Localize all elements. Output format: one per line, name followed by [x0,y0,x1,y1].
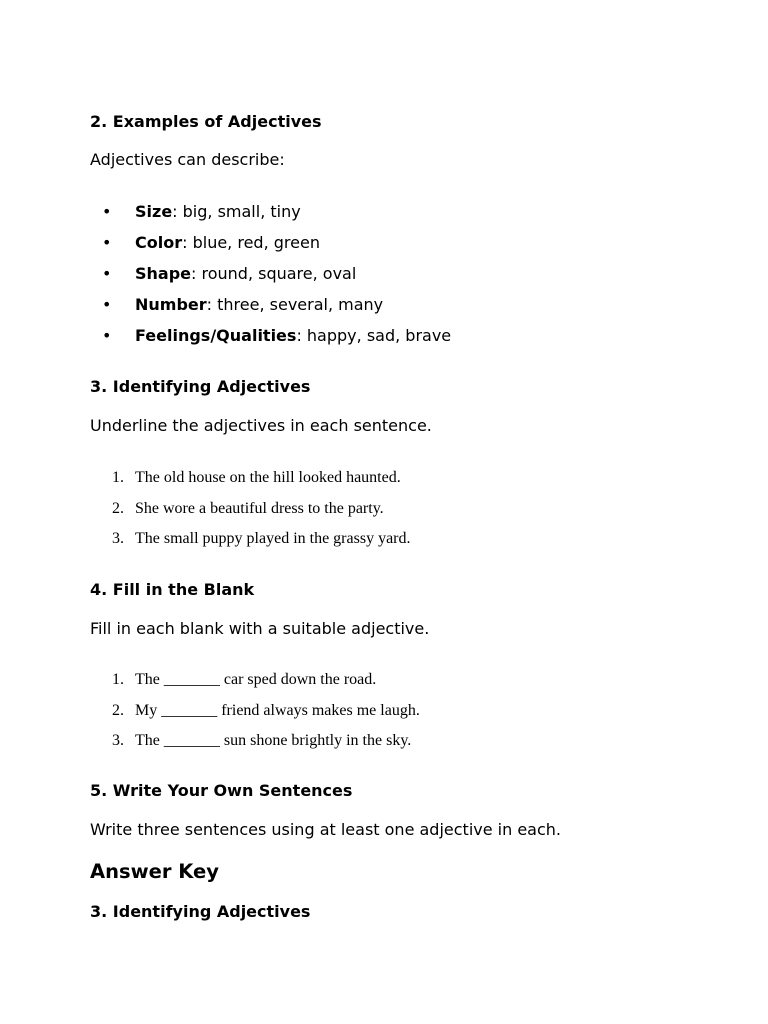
section-2-intro: Adjectives can describe: [90,150,285,169]
category-examples: : round, square, oval [191,264,357,283]
item-number: 1. [112,469,124,486]
section-5-instruction: Write three sentences using at least one adjective in each. [90,820,562,839]
bullet-icon: • [102,264,112,283]
sentence-text: The old house on the hill looked haunted. [135,469,401,486]
bullet-icon: • [102,326,112,345]
sentence-text: My _______ friend always makes me laugh. [135,701,420,719]
item-number: 3. [112,732,124,749]
section-3-heading: 3. Identifying Adjectives [90,377,311,396]
category-term: Color [135,233,183,252]
sentence-text: She wore a beautiful dress to the party. [135,499,384,517]
section-5-heading: 5. Write Your Own Sentences [90,781,353,800]
category-term: Shape [135,264,192,283]
sentence-text: The _______ car sped down the road. [135,671,377,688]
item-number: 3. [112,530,124,547]
category-term: Number [135,295,207,314]
bullet-icon: • [102,233,112,252]
item-number: 1. [112,671,124,688]
category-examples: : three, several, many [206,295,384,314]
item-number: 2. [112,499,124,517]
answer-key-heading: Answer Key [90,860,219,883]
category-term: Feelings/Qualities [135,326,297,345]
category-examples: : happy, sad, brave [296,326,452,345]
category-examples: : blue, red, green [182,233,320,252]
bullet-icon: • [102,295,112,314]
section-4-heading: 4. Fill in the Blank [90,580,255,599]
section-2-heading: 2. Examples of Adjectives [90,112,322,131]
sentence-text: The _______ sun shone brightly in the sky. [135,732,412,749]
answer-key-subheading: 3. Identifying Adjectives [90,902,311,921]
sentence-text: The small puppy played in the grassy yard. [135,530,411,547]
category-term: Size [135,202,173,221]
section-4-instruction: Fill in each blank with a suitable adjective. [90,619,430,638]
section-3-instruction: Underline the adjectives in each sentence. [90,416,432,435]
item-number: 2. [112,701,124,719]
bullet-icon: • [102,202,112,221]
category-examples: : big, small, tiny [172,202,301,221]
